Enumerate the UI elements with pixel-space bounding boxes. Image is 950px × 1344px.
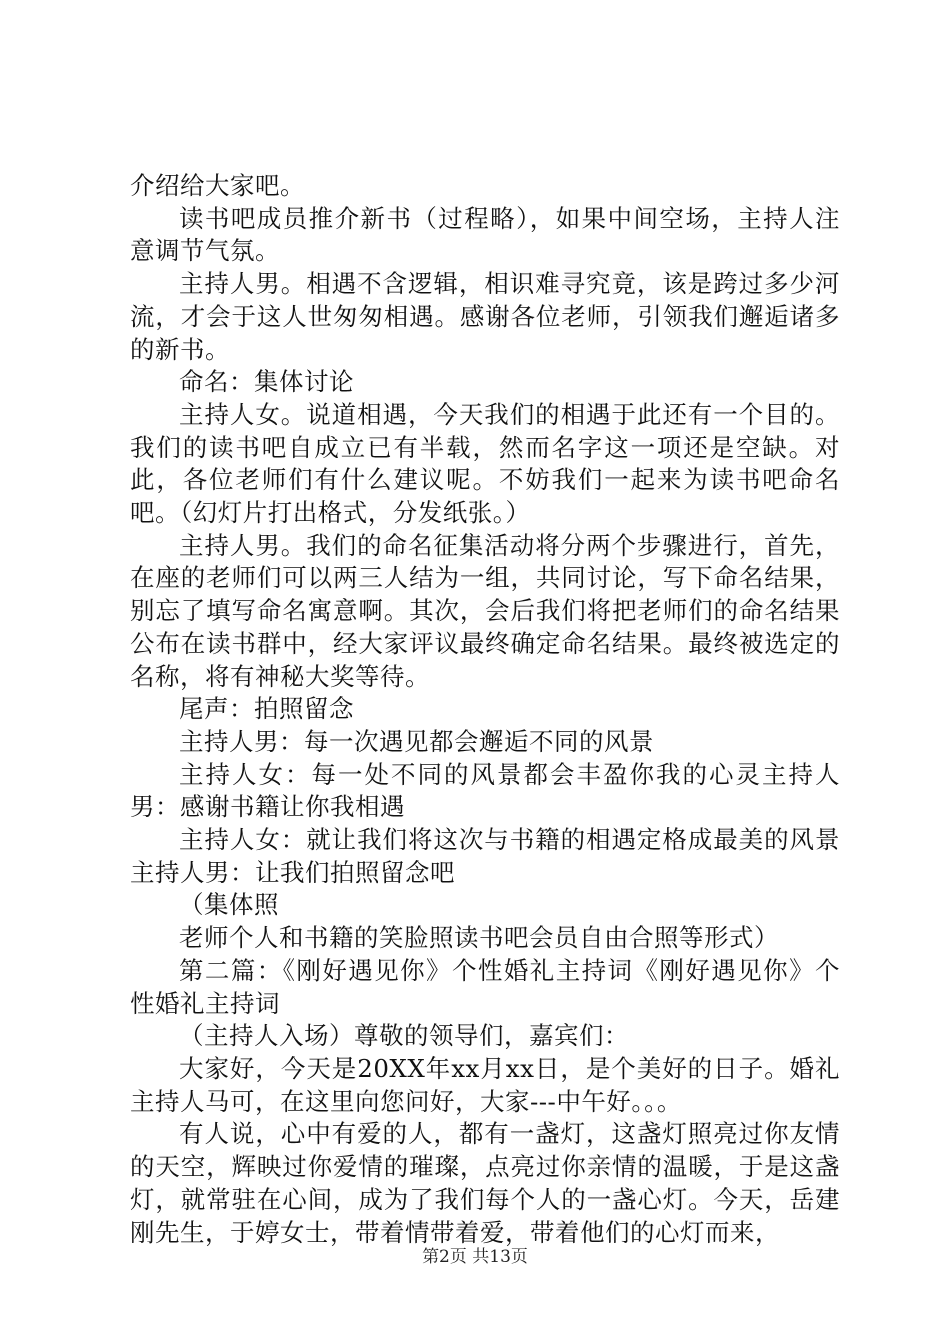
section-heading: 尾声：拍照留念 [179, 694, 354, 724]
paragraph: 主持人男：每一次遇见都会邂逅不同的风景 [179, 726, 654, 756]
paragraph: 主持人女：每一处不同的风景都会丰盈你我的心灵主持人男：感谢书籍让你我相遇 [130, 759, 840, 822]
paragraph: 有人说，心中有爱的人，都有一盏灯，这盏灯照亮过你友情的天空，辉映过你爱情的璀璨，点亮过你亲情的温暖，于是这盏灯，就常驻在心间，成为了我们每个人的一盏心灯。今天，岳建刚先生，于婷女士，带着情带着爱，带着他们的心灯而来， [130, 1119, 840, 1247]
paragraph: 老师个人和书籍的笑脸照读书吧会员自由合照等形式） [179, 923, 779, 953]
paragraph: （主持人入场）尊敬的领导们，嘉宾们： [179, 1021, 629, 1051]
document-body [130, 170, 840, 1249]
paragraph: 读书吧成员推介新书（过程略），如果中间空场，主持人注意调节气氛。 [130, 203, 840, 266]
paragraph: 主持人女：就让我们将这次与书籍的相遇定格成最美的风景主持人男：让我们拍照留念吧 [130, 825, 840, 887]
paragraph: 主持人男。我们的命名征集活动将分两个步骤进行，首先，在座的老师们可以两三人结为一组，共同讨论，写下命名结果，别忘了填写命名寓意啊。其次，会后我们将把老师们的命名结果公布在读书群中，经大家评议最终确定命名结果。最终被选定的名称，将有神秘大奖等待。 [130, 530, 840, 691]
section-heading: 命名：集体讨论 [179, 367, 354, 397]
paragraph: 介绍给大家吧。 [130, 171, 305, 200]
section-heading: 第二篇：《刚好遇见你》个性婚礼主持词《刚好遇见你》个性婚礼主持词 [130, 955, 840, 1018]
paragraph: 大家好，今天是20XX年xx月xx日，是个美好的日子。婚礼主持人马可，在这里向您问好，大家---中午好。。。 [130, 1053, 840, 1116]
page-number: 第2页 共13页 [422, 1247, 528, 1267]
paragraph: （集体照 [179, 890, 279, 920]
paragraph: 主持人女。说道相遇，今天我们的相遇于此还有一个目的。我们的读书吧自成立已有半载，然而名字这一项还是空缺。对此，各位老师们有什么建议呢。不妨我们一起来为读书吧命名吧。（幻灯片打出格式，分发纸张。） [130, 399, 840, 528]
paragraph: 主持人男。相遇不含逻辑，相识难寻究竟，该是跨过多少河流，才会于这人世匆匆相遇。感谢各位老师，引领我们邂逅诸多的新书。 [130, 269, 840, 364]
